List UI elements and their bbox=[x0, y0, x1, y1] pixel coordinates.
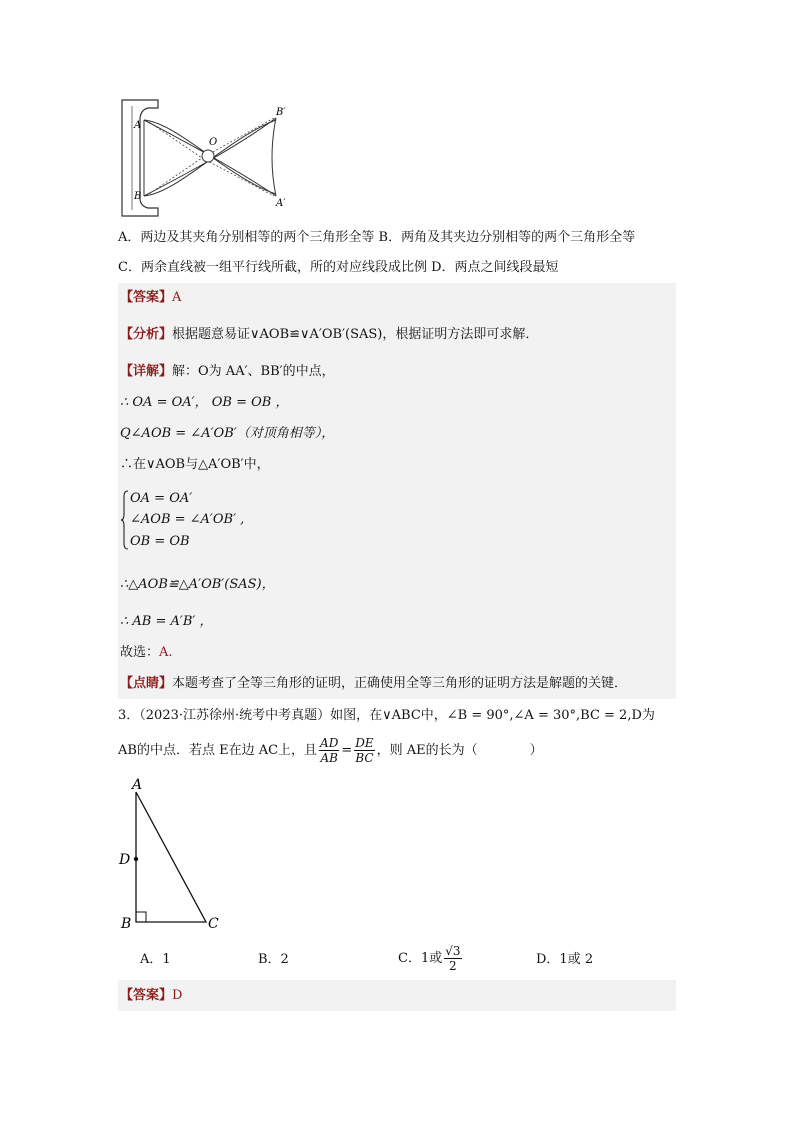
choose-text: 故选： bbox=[120, 645, 160, 660]
point-d bbox=[134, 857, 138, 861]
detail-label: 【详解】 bbox=[120, 364, 173, 379]
q2-step2: Q∠AOB = ∠A′OB′（对顶角相等）， bbox=[120, 426, 335, 441]
right-angle-mark bbox=[136, 912, 146, 922]
q2-step4: ∴△AOB≌△A′OB′(SAS)， bbox=[120, 577, 275, 592]
detail-text: 解：O为 AA′、BB′的中点， bbox=[172, 364, 335, 379]
q3-line2-b: ，则 AE的长为（ ） bbox=[376, 743, 543, 758]
solution-block bbox=[118, 283, 676, 699]
label-A: A bbox=[134, 120, 142, 131]
q3-option-d: D．1或 2 bbox=[536, 952, 594, 967]
q3-answer-block bbox=[118, 980, 676, 1011]
q2-system-line2: ∠AOB = ∠A′OB′ , bbox=[130, 512, 245, 527]
q2-step1: ∴ OA = OA′， OB = OB ， bbox=[120, 395, 289, 410]
answer-label: 【答案】 bbox=[120, 290, 173, 305]
fraction-sqrt3-2: $\frac{√3}{2}$ bbox=[445, 944, 461, 973]
label-B-prime: B′ bbox=[276, 107, 286, 118]
fraction-de-bc: $\frac{DE}{BC}$ bbox=[355, 736, 374, 765]
answer-value: A bbox=[172, 290, 182, 305]
label-B: B bbox=[121, 916, 132, 932]
label-C: C bbox=[208, 916, 219, 932]
analysis-text: 根据题意易证∨AOB≌∨A′OB′(SAS)，根据证明方法即可求解． bbox=[172, 327, 539, 342]
q2-answer bbox=[120, 289, 181, 307]
comment-label: 【点睛】 bbox=[120, 676, 173, 691]
label-D: D bbox=[119, 852, 131, 868]
q2-option-ab: A．两边及其夹角分别相等的两个三角形全等 B．两角及其夹边分别相等的两个三角形全等 bbox=[118, 230, 636, 245]
q2-system-line3: OB = OB bbox=[130, 534, 190, 549]
q3-option-b: B．2 bbox=[258, 952, 289, 967]
q3-answer: 【答案】D bbox=[120, 988, 183, 1003]
q2-detail bbox=[120, 363, 335, 381]
q2-system-line1: OA = OA′ bbox=[130, 491, 193, 506]
q3-stem-line2 bbox=[118, 734, 543, 768]
q2-comment bbox=[120, 675, 627, 693]
q3-line2-a: AB的中点．若点 E在边 AC上，且 bbox=[118, 743, 318, 758]
q3-option-c: C．1或 $\frac{√3}{2}$ bbox=[398, 944, 461, 973]
fraction-ad-ab: $\frac{AD}{AB}$ bbox=[320, 736, 339, 765]
q3-option-a: A．1 bbox=[140, 952, 171, 967]
pivot-point bbox=[202, 150, 214, 162]
q2-analysis bbox=[120, 326, 538, 344]
q2-choose bbox=[120, 644, 173, 662]
triangle-abc bbox=[136, 792, 206, 922]
equals-sign: = bbox=[341, 743, 353, 758]
system-brace bbox=[121, 490, 129, 550]
label-A-prime: A′ bbox=[276, 198, 286, 209]
analysis-label: 【分析】 bbox=[120, 327, 173, 342]
q2-step5: ∴ AB = A′B′ ， bbox=[120, 614, 213, 629]
comment-text: 本题考查了全等三角形的证明，正确使用全等三角形的证明方法是解题的关键． bbox=[172, 676, 628, 691]
label-O: O bbox=[209, 137, 218, 148]
label-B: B bbox=[134, 191, 142, 202]
tool-figure bbox=[118, 98, 298, 220]
choose-value: A. bbox=[159, 645, 173, 660]
triangle-figure bbox=[112, 778, 232, 932]
label-A: A bbox=[132, 778, 143, 793]
q2-option-cd: C．两余直线被一组平行线所截，所的对应线段成比例 D．两点之间线段最短 bbox=[118, 260, 559, 275]
q3-stem-line1: 3．（2023·江苏徐州·统考中考真题）如图，在∨ABC中，∠B = 90°,∠A = 30°,BC = 2,D为 bbox=[118, 708, 655, 723]
q2-step3: ∴在∨AOB与△A′OB′中， bbox=[120, 457, 270, 472]
